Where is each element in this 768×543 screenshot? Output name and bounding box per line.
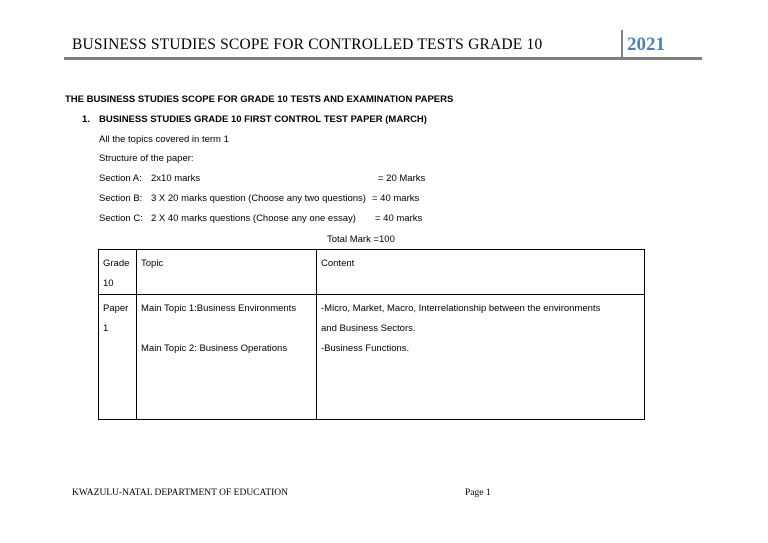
structure-label: Structure of the paper:	[99, 153, 194, 164]
section-b-line	[99, 193, 420, 204]
table-header-row	[99, 250, 645, 295]
section-a-label: Section A:	[99, 173, 142, 184]
content-cell	[317, 295, 645, 420]
section-c-marks: = 40 marks	[375, 213, 423, 224]
topic-header: Topic	[141, 258, 164, 269]
topics-note: All the topics covered in term 1	[99, 134, 229, 145]
paper-number: 1	[103, 323, 109, 334]
section-c-desc: 2 X 40 marks questions (Choose any one essay)	[151, 213, 356, 224]
section-b-label: Section B:	[99, 193, 143, 204]
header-title: BUSINESS STUDIES SCOPE FOR CONTROLLED TESTS GRADE 10	[72, 36, 543, 53]
grade-value: 10	[103, 278, 114, 289]
content-header-cell	[317, 250, 645, 295]
section-c-label: Section C:	[99, 213, 143, 224]
content-topic-2: -Business Functions.	[321, 343, 410, 354]
content-topic-1-line1: -Micro, Market, Macro, Interrelationship between the environments	[321, 303, 601, 314]
section-title: BUSINESS STUDIES GRADE 10 FIRST CONTROL TEST PAPER (MARCH)	[99, 114, 427, 125]
paper-cell	[99, 295, 137, 420]
section-a-desc: 2x10 marks	[151, 173, 201, 184]
header-year: 2021	[627, 34, 665, 55]
section-b-desc: 3 X 20 marks question (Choose any two questions)	[151, 193, 366, 204]
document-heading: THE BUSINESS STUDIES SCOPE FOR GRADE 10 TESTS AND EXAMINATION PAPERS	[65, 94, 454, 105]
grade-header-cell	[99, 250, 137, 295]
section-number: 1.	[82, 114, 90, 125]
section-b-marks: = 40 marks	[372, 193, 420, 204]
header-year-divider	[621, 30, 623, 58]
section-heading	[82, 114, 427, 125]
footer-page-number: Page 1	[465, 488, 491, 498]
scope-table	[98, 249, 645, 420]
grade-header: Grade	[103, 258, 130, 269]
total-mark: Total Mark =100	[327, 234, 395, 245]
main-topic-1: Main Topic 1:Business Environments	[141, 303, 297, 314]
table-row	[99, 295, 645, 420]
section-a-line	[99, 173, 426, 184]
topic-header-cell	[137, 250, 317, 295]
header-rule	[64, 57, 702, 60]
footer-organization: KWAZULU-NATAL DEPARTMENT OF EDUCATION	[72, 488, 289, 498]
content-header: Content	[321, 258, 355, 269]
topic-cell	[137, 295, 317, 420]
main-topic-2: Main Topic 2: Business Operations	[141, 343, 288, 354]
paper-label: Paper	[103, 303, 129, 314]
section-c-line	[99, 213, 423, 224]
content-topic-1-line2: and Business Sectors.	[321, 323, 416, 334]
section-a-marks: = 20 Marks	[378, 173, 426, 184]
